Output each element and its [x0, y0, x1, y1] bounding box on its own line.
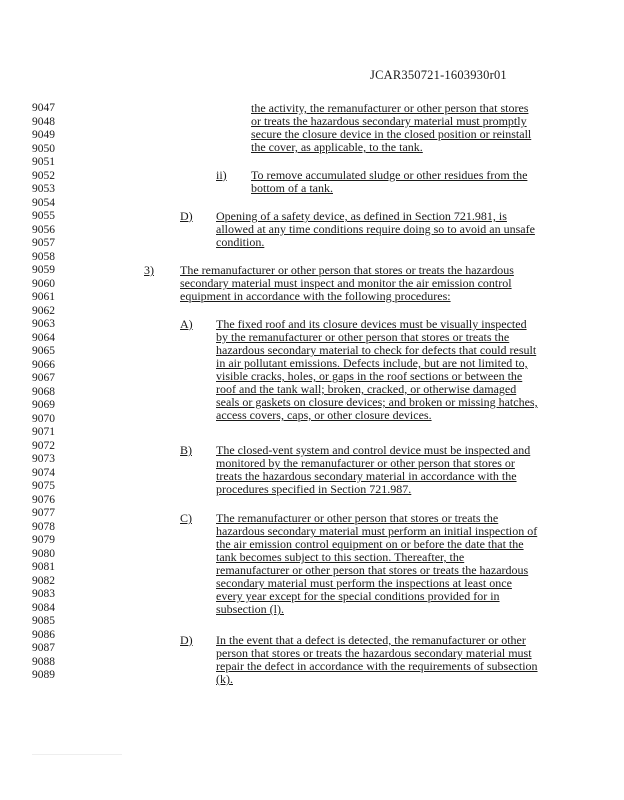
text-line: secondary material must inspect and monitor the air emission control	[180, 276, 512, 290]
line-number: 9079	[32, 534, 55, 546]
text-line: by the remanufacturer or other person that stores or treats the	[216, 330, 510, 344]
line-number: 9074	[32, 466, 55, 479]
line-number: 9054	[32, 196, 55, 209]
line-number: 9065	[32, 345, 55, 357]
line-number: 9060	[32, 277, 55, 290]
footer-rule	[32, 754, 122, 755]
line-number: 9067	[32, 372, 55, 384]
line-number: 9069	[32, 399, 55, 411]
line-number: 9058	[32, 250, 55, 263]
text-line: In the event that a defect is detected, the remanufacturer or other	[216, 633, 526, 647]
text-line: in air pollutant emissions. Defects include, but are not limited to,	[216, 356, 528, 370]
text-line: access covers, caps, or other closure devices.	[216, 408, 432, 422]
text-line: The fixed roof and its closure devices must be visually inspected	[216, 317, 527, 331]
text-line: The remanufacturer or other person that stores or treats the	[216, 511, 499, 525]
item-label: B)	[180, 443, 192, 457]
line-number: 9084	[32, 601, 55, 614]
text-line: secondary material must perform the inspections at least once	[216, 576, 512, 590]
text-line: To remove accumulated sludge or other residues from the	[251, 168, 528, 182]
line-number: 9048	[32, 115, 55, 128]
line-number: 9050	[32, 142, 55, 155]
text-line: the air emission control equipment on or before the date that the	[216, 537, 524, 551]
line-number: 9062	[32, 304, 55, 317]
text-line: remanufacturer or other person that stores or treats the hazardous	[216, 563, 529, 577]
line-number: 9078	[32, 520, 55, 533]
text-line: procedures specified in Section 721.987.	[216, 482, 412, 496]
item-label: 3)	[144, 263, 154, 277]
item-label: ii)	[216, 168, 227, 182]
text-line: person that stores or treats the hazardous secondary material must	[216, 646, 532, 660]
line-number: 9056	[32, 223, 55, 236]
line-number: 9081	[32, 561, 55, 573]
text-line: Opening of a safety device, as defined in Section 721.981, is	[216, 209, 507, 223]
line-number: 9064	[32, 331, 55, 344]
item-label: D)	[180, 633, 193, 647]
text-line: The remanufacturer or other person that stores or treats the hazardous	[180, 263, 514, 277]
text-line: tank becomes subject to this section. Thereafter, the	[216, 550, 465, 564]
line-number: 9061	[32, 291, 55, 303]
line-number: 9055	[32, 210, 55, 222]
text-line: hazardous secondary material to check for defects that could result	[216, 343, 537, 357]
line-number: 9086	[32, 628, 55, 641]
text-line: the activity, the remanufacturer or other person that stores	[251, 101, 529, 115]
text-line: visible cracks, holes, or gaps in the roof sections or between the	[216, 369, 523, 383]
line-number: 9057	[32, 237, 55, 249]
line-number: 9089	[32, 669, 55, 681]
text-line: secure the closure device in the closed position or reinstall	[251, 127, 532, 141]
item-label: C)	[180, 511, 192, 525]
text-line: allowed at any time conditions require doing so to avoid an unsafe	[216, 222, 535, 236]
document-id-header: JCAR350721-1603930r01	[370, 68, 507, 82]
text-line: repair the defect in accordance with the requirements of subsection	[216, 659, 538, 673]
line-number: 9083	[32, 588, 55, 600]
line-number: 9075	[32, 480, 55, 492]
line-number: 9059	[32, 264, 55, 276]
line-number: 9047	[32, 102, 55, 114]
line-number: 9049	[32, 129, 55, 141]
line-number: 9080	[32, 547, 55, 560]
text-line: roof and the tank wall; broken, cracked, or otherwise damaged	[216, 382, 517, 396]
line-number: 9076	[32, 493, 55, 506]
text-line: treats the hazardous secondary material in accordance with the	[216, 469, 517, 483]
item-label: A)	[180, 317, 193, 331]
line-number: 9077	[32, 507, 55, 519]
text-line: hazardous secondary material must perform an initial inspection of	[216, 524, 538, 538]
line-number: 9071	[32, 426, 55, 438]
text-line: bottom of a tank.	[251, 181, 333, 195]
line-number: 9082	[32, 574, 55, 587]
item-label: D)	[180, 209, 193, 223]
line-number: 9070	[32, 412, 55, 425]
text-line: (k).	[216, 672, 233, 686]
text-line: every year except for the special conditions provided for in	[216, 589, 500, 603]
line-number: 9053	[32, 183, 55, 195]
text-line: The closed-vent system and control device must be inspected and	[216, 443, 531, 457]
line-number: 9066	[32, 358, 55, 371]
line-number: 9073	[32, 453, 55, 465]
line-number: 9068	[32, 385, 55, 398]
line-number: 9088	[32, 655, 55, 668]
text-line: condition.	[216, 235, 265, 249]
line-number: 9087	[32, 642, 55, 654]
text-line: seals or gaskets on closure devices; and broken or missing hatches,	[216, 395, 538, 409]
line-number: 9072	[32, 439, 55, 452]
line-number: 9051	[32, 156, 55, 168]
text-line: the cover, as applicable, to the tank.	[251, 140, 423, 154]
line-number: 9063	[32, 318, 55, 330]
text-line: equipment in accordance with the following procedures:	[180, 289, 451, 303]
text-line: monitored by the remanufacturer or other person that stores or	[216, 456, 515, 470]
text-line: subsection (l).	[216, 602, 284, 616]
line-number: 9085	[32, 615, 55, 627]
text-line: or treats the hazardous secondary material must promptly	[251, 114, 527, 128]
line-number: 9052	[32, 169, 55, 182]
